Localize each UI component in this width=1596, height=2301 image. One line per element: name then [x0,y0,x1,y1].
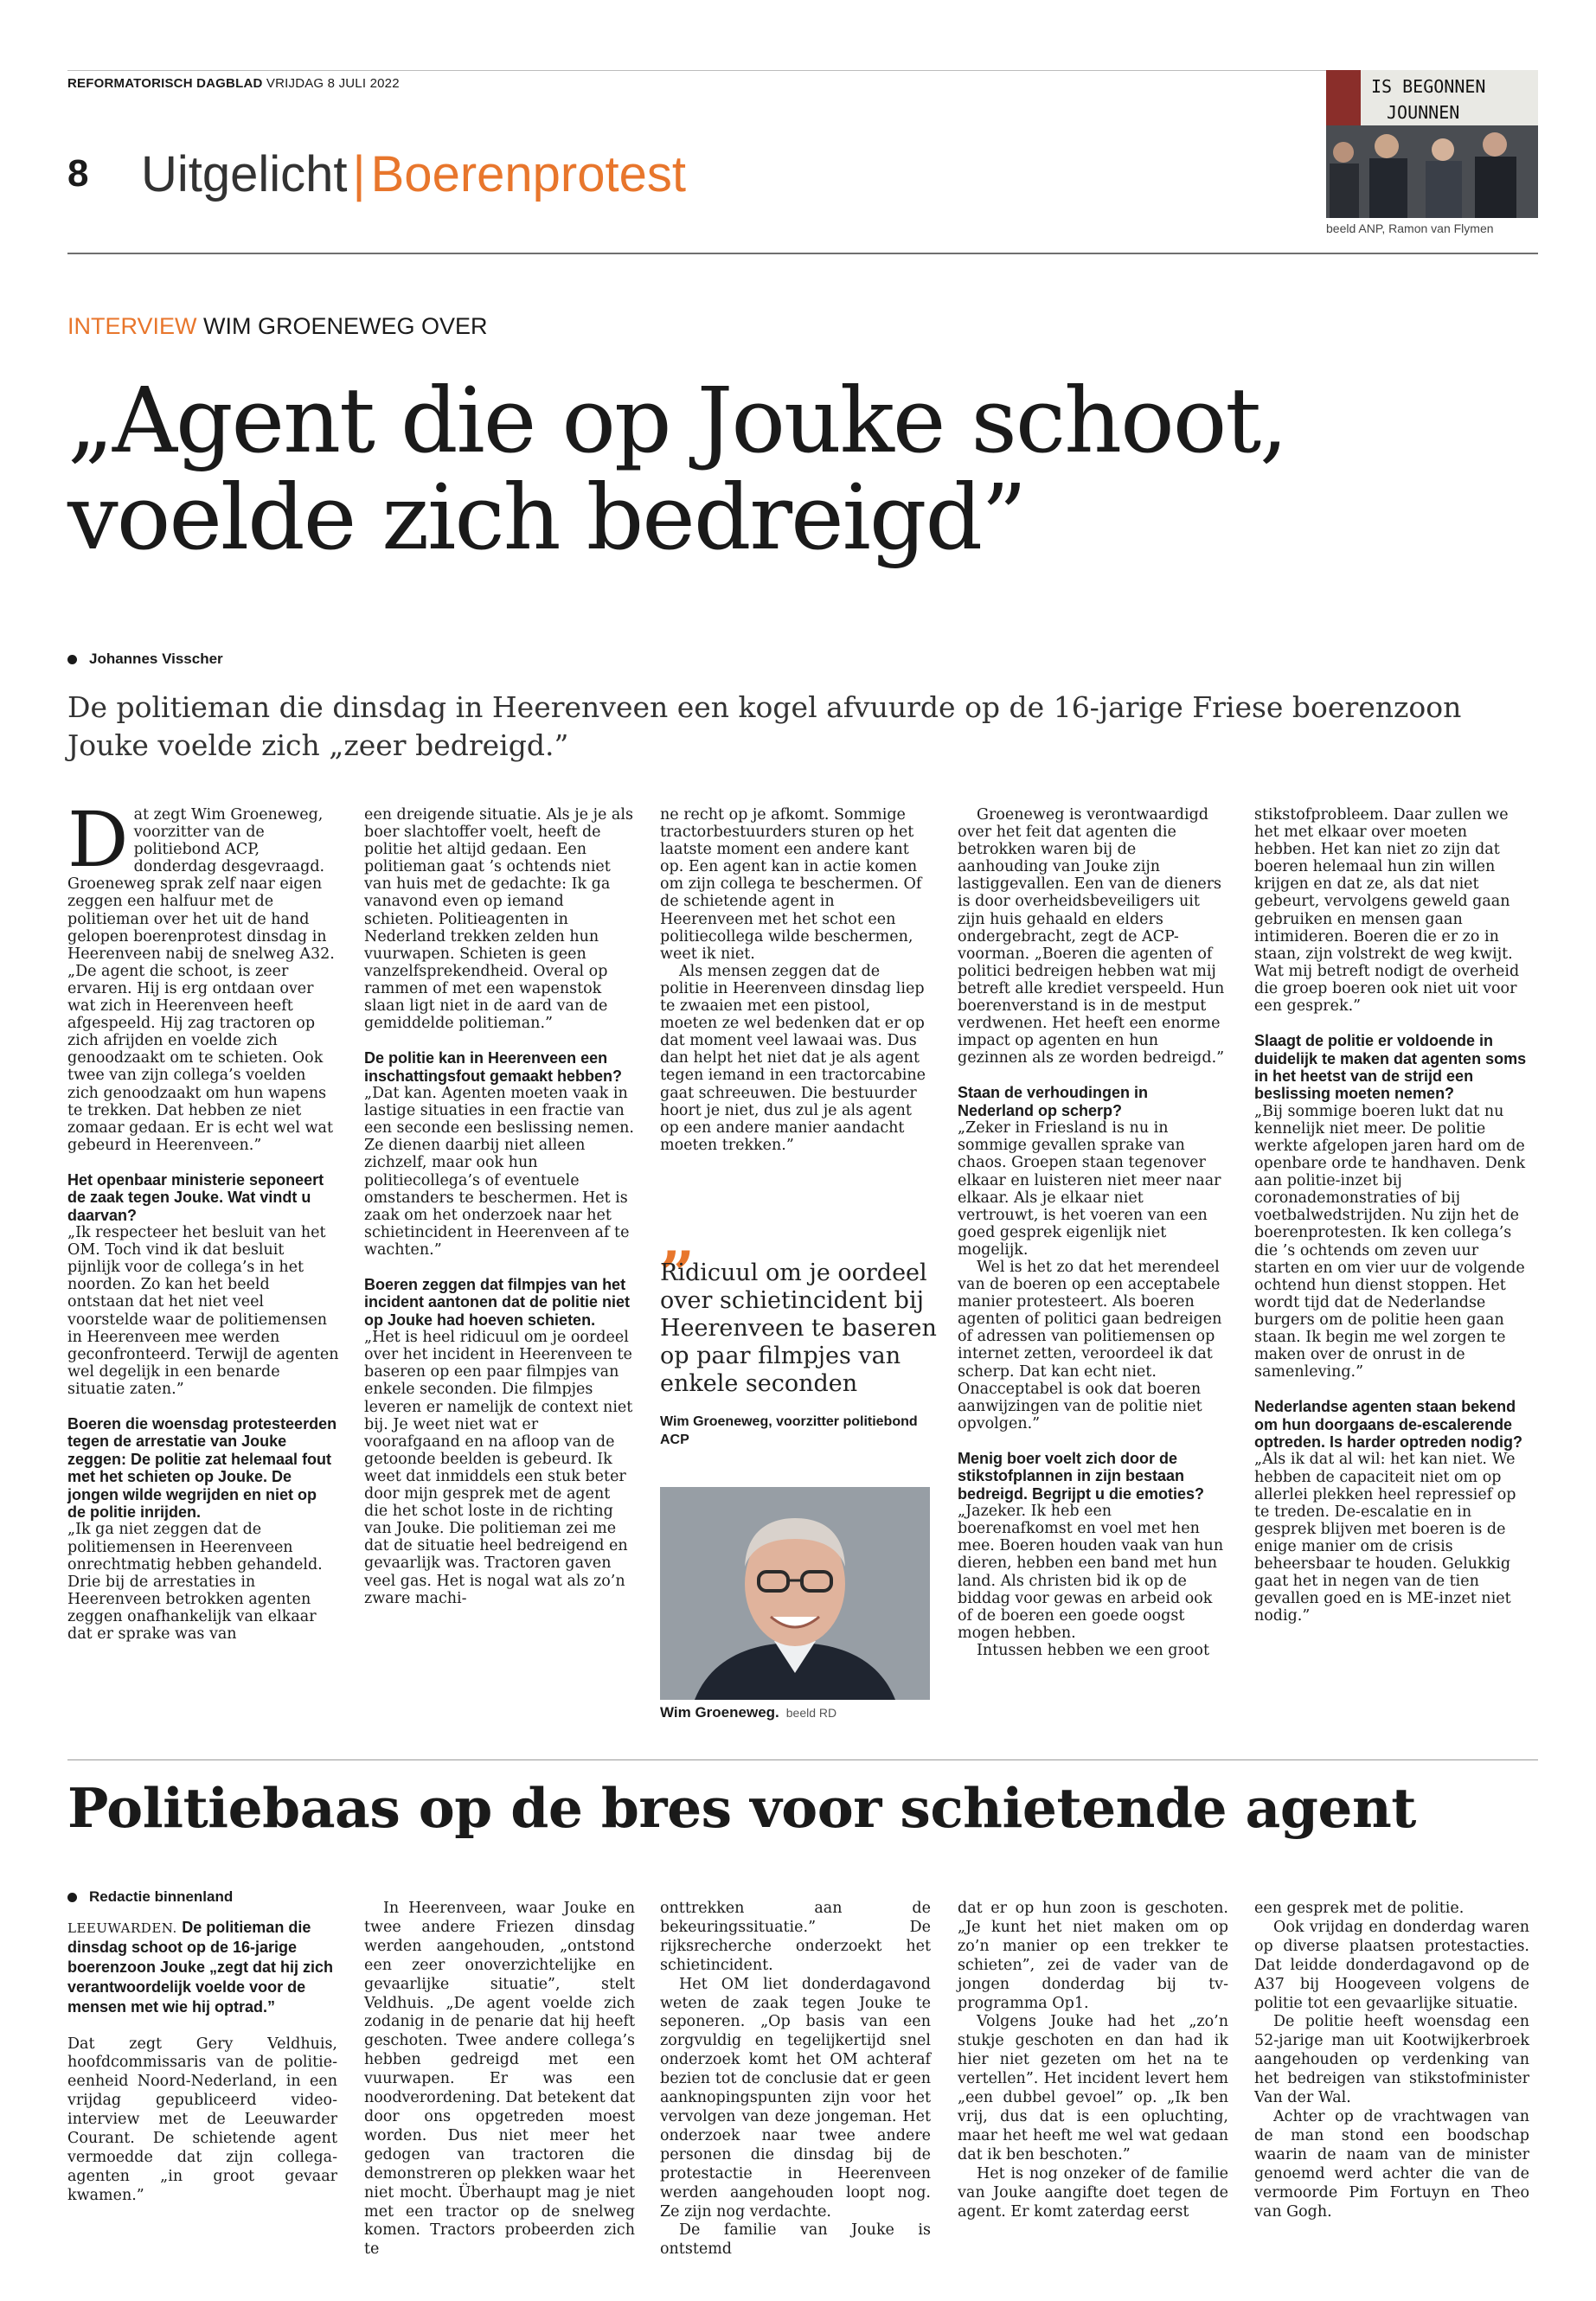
interview-question: Staan de verhoudingen in Nederland op scherp? [958,1084,1149,1119]
article-column-4 [958,806,1227,1659]
portrait-caption [660,1704,836,1721]
pull-quote-attribution: Wim Groeneweg, voorzitter politiebond ACP [660,1414,918,1447]
headline-line-1: „Agent die op Jouke schoot, [67,368,1287,473]
article-intro: De politieman die dinsdag in Heerenveen een kogel afvuurde op de 16-jarige Friese boerenzoon Jouke voelde zich „zeer bedreigd.” [67,690,1462,762]
interview-question: Menig boer voelt zich door de stikstofplannen in zijn bestaan bedreigd. Begrijpt u die emoties? [958,1449,1205,1503]
lead-text: De politieman die dinsdag schoot op de 16-jarige boerenzoon Jouke „zegt dat hij zich verantwoordelijk voelde voor de mensen met wie hij optrad.” [67,1919,334,2016]
article-headline [67,368,1538,570]
second-article-headline: Politiebaas op de bres voor schietende agent [67,1776,1416,1840]
article-divider [67,1759,1538,1760]
lead-paragraph [67,1919,337,2018]
article-column-1 [67,795,339,1644]
paragraph: ne recht op je afkomt. Sommige tractorbestuurders sturen op het laatste moment een andere kant op. Een agent kan in actie komen om zijn collega te beschermen. Of de schietende agent in Heerenveen met het schot een politiecollega wilde beschermen, weet ik niet. [660,806,922,963]
paragraph: Het is nog onzeker of de familie van Jouke aangifte doet tegen de agent. Er komt zaterdag eerst [958,2164,1228,2221]
byline [67,651,223,668]
portrait-photo [660,1487,930,1700]
top-rule [67,70,1538,71]
pull-quote: Ridicuul om je oordeel over schietincident bij Heerenveen te baseren op paar filmpjes van enkele seconden [660,1259,937,1397]
paragraph: „Zeker in Friesland is nu in sommige gevallen sprake van chaos. Groepen staan tegenover elkaar en luisteren niet meer naar elkaar. Als je elkaar niet vertrouwt, is het voeren van een goed gesprek eigenlijk niet mogelijk. [958,1119,1221,1259]
interview-question: De politie kan in Heerenveen een inschattingsfout gemaakt hebben? [364,1049,623,1085]
second-article-column-1 [67,1919,337,2206]
protest-photo [1326,70,1538,218]
paragraph: Achter op de vrachtwagen van de man stond een boodschap waarin de naam van de minister genoemd werd achter die van de vermoorde Pim Fortuyn en Theo van Gogh. [1254,2107,1529,2221]
paragraph: De politie heeft woensdag een 52-jarige man uit Kootwijkerbroek aangehouden op verdenking van het bedreigen van stikstofminister Van der Wal. [1254,2013,1529,2107]
byline-bullet-icon [67,655,77,664]
desk-name: Redactie binnenland [89,1888,234,1905]
paragraph: In Heerenveen, waar Jouke en twee andere Friezen dinsdag werden aangehouden, „ontstond een zeer onoverzichtelijke en gevaarlijke situatie”, stelt Veldhuis. „De agent voelde zich zodanig in de penarie dat hij heeft geschoten. Twee andere collega’s hebben gedreigd met een vuurwapen. Er was een noodverordening. Dat betekent dat door ons opgetreden moest worden. Dus niet meer het gedogen van tractoren die demonstreren op plekken waar het niet mocht. Überhaupt mag je niet met een tractor op de snelweg komen. Tractors probeerden zich te [364,1900,635,2259]
paragraph: dat er op hun zoon is geschoten. „Je kunt het niet maken om op zo’n manier op een trekker te schieten”, zei de vader van de jongen donderdag bij tv-programma Op1. [958,1900,1228,2012]
paragraph: Het OM liet donderdagavond weten de zaak tegen Jouke te seponeren. „Op basis van een zorgvuldig en tegelijkertijd snel onderzoek komt het OM achteraf bezien tot de conclusie dat er geen aanknopingspunten zijn voor het vervolgen van deze jongeman. Het onderzoek naar twee andere personen die dinsdag bij de protestactie in Heerenveen werden aangehouden loopt nog. Ze zijn nog verdachte. [660,1975,931,2221]
section-divider: | [352,146,366,202]
second-article-column-3 [660,1900,931,2259]
paragraph: Volgens Jouke had het „zo’n stukje geschoten en dan had ik hier niet gezeten om het na te vertellen”. Het incident levert hem „een dubbel gevoel” op. „Ik ben vrij, dus dat is een opluchting, maar het heeft me wel wat gedaan dat ik ben beschoten.” [958,2013,1228,2163]
section-title [141,145,686,203]
paragraph: Groeneweg is verontwaardigd over het feit dat agenten die betrokken waren bij de aanhouding van Jouke zijn lastiggevallen. Een van de dieners is door overheidsbeveiligers uit zijn huis gehaald en elders ondergebracht, zegt de ACP-voorman. „Boeren die agenten of politici bedreigen hebben wat mij betreft alle krediet verspeeld. Hun boerenverstand is in de mestput verdwenen. Het heeft een enorme impact op agenten en hun gezinnen als ze worden bedreigd.” [958,806,1225,1067]
paragraph: „Jazeker. Ik heb een boerenafkomst en voel met hen mee. Boeren houden vaak van hun dieren, hebben een band met hun land. Als christen bid ik op de biddag voor gewas en arbeid ook of de boeren een goede oogst mogen hebben. [958,1503,1224,1642]
kicker-subject: WIM GROENEWEG OVER [203,313,488,339]
interview-question: Boeren die woensdag protesteerden tegen de arrestatie van Jouke zeggen: De politie zat helemaal fout met het schieten op Jouke. De jongen wilde wegrijden en niet op de politie inrijden. [67,1415,337,1522]
dateline: LEEUWARDEN. [67,1920,177,1936]
second-article-column-5 [1254,1900,1529,2221]
kicker-label: INTERVIEW [67,313,197,339]
paragraph: „Ik ga niet zeggen dat de politiemensen in Heerenveen onrechtmatig hebben gehandeld. Drie bij de arrestaties in Heerenveen betrokken agenten zeggen onafhankelijk van elkaar dat er sprake was van [67,1521,323,1644]
article-column-3 [660,806,930,1154]
paragraph: „Als ik dat al wil: het kan niet. We hebben de capaciteit niet om op allerlei plekken heel repressief op te treden. De-escalatie en in gesprek blijven met boeren is de enige manier om de crisis beheersbaar te houden. Gelukkig gaat het in negen van de tien gevallen goed en is ME-inzet niet nodig.” [1254,1451,1516,1625]
paragraph: Dat zegt Gery Veldhuis, hoofdcommissaris van de politie-eenheid Noord-Nederland, in een vrijdag gepubliceerd video-interview met de Leeuwarder Courant. De schietende agent vermoedde dat zijn collega-agenten „in groot gevaar kwamen.” [67,2035,337,2204]
paragraph: „Het is heel ridicuul om je oordeel over het incident in Heerenveen te baseren op een paar filmpjes van enkele seconden. Die filmpjes leveren er namelijk de context niet bij. Je weet niet wat er voorafgaand en na afloop van de getoonde beelden is gebeurd. Ik weet dat inmiddels een stuk beter door mijn gesprek met de agent die het schot loste in de richting van Jouke. Die politieman zei me dat de situatie heel bedreigend en gevaarlijk was. Tractoren gaven veel gas. Het is nogal wat als zo’n zware machi- [364,1329,633,1607]
author-name: Johannes Visscher [89,651,223,667]
interview-question: Nederlandse agenten staan bekend om hun doorgaans de-escalerende optreden. Is harder optreden nodig? [1254,1398,1523,1452]
second-byline [67,1888,233,1906]
photo-credit: beeld ANP, Ramon van Flymen [1326,221,1494,235]
headline-line-2: voelde zich bedreigd” [67,465,1026,570]
quote-mark-icon: „ [660,1202,691,1275]
interview-question: Het openbaar ministerie seponeert de zaak tegen Jouke. Wat vindt u daarvan? [67,1170,324,1224]
interview-question: Slaagt de politie er voldoende in duidelijk te maken dat agenten soms in het heetst van de strijd een beslissing moeten nemen? [1254,1032,1527,1103]
paragraph: „Bij sommige boeren lukt dat nu kennelijk niet meer. De politie werkte afgelopen jaren hard om de openbare orde te handhaven. Denk aan politie-inzet bij coronademonstraties of bij voetbalwedstrijden. Nu zijn het de boerenprotesten. Ik ken collega’s die ’s ochtends om zeven uur starten en om vier uur de volgende ochtend hun dienst stoppen. Het wordt tijd dat de Nederlandse burgers om de politie heen gaan staan. Ik begin me wel zorgen te maken over de onrust in de samenleving.” [1254,1102,1526,1381]
banner-text-2: JOUNNEN [1387,102,1460,123]
byline-bullet-icon [67,1893,77,1902]
masthead [67,76,400,91]
paragraph [67,795,339,1154]
paragraph: Als mensen zeggen dat de politie in Heerenveen dinsdag liep te zwaaien met een pistool, moeten ze wel bedenken dat er op dat moment veel lawaai was. Dus dan helpt het niet dat je als agent tegen iemand in een tractorcabine gaat schreeuwen. Die bestuurder hoort je niet, dus zul je als agent op een andere manier aandacht moeten trekken.” [660,962,926,1154]
second-article-column-2 [364,1900,635,2259]
header-rule [67,253,1538,254]
paper-name: REFORMATORISCH DAGBLAD [67,76,263,91]
paragraph: een dreigende situatie. Als je je als boer slachtoffer voelt, heeft de politie het altijd gedaan. Een politieman gaat ’s ochtends niet van huis met de gedachte: Ik ga vanavond even op iemand schieten. Politieagenten in Nederland trekken zelden hun vuurwapen. Schieten is geen vanzelfsprekendheid. Overal op rammen of met een wapenstok slaan ligt niet in de aard van de gemiddelde politieman.” [364,806,633,1033]
paragraph: De familie van Jouke is ontstemd [660,2221,931,2259]
drop-cap: D [67,795,129,884]
caption-credit: beeld RD [785,1706,837,1720]
protest-photo-illustration [1326,70,1538,218]
paragraph: een gesprek met de politie. [1254,1900,1465,1917]
paragraph: stikstofprobleem. Daar zullen we het met elkaar over moeten hebben. Het kan niet zo zijn dat boeren helemaal hun zin willen krijgen en dat ze, als dat niet gebeurt, vervolgens geweld gaan gebruiken en mensen gaan intimideren. Boeren die er zo in staan, zijn volstrekt de weg kwijt. Wat mij betreft nodigt de overheid die groep boeren ook niet uit voor een gesprek.” [1254,806,1520,1016]
paragraph: Wel is het zo dat het merendeel van de boeren op een acceptabele manier protesteert. Als boeren agenten of politici gaan bedreigen of adressen van politiemensen op internet zetten, veroordeel ik dat scherp. Dat kan echt niet. Onacceptabel is ook dat boeren aanwijzingen van de politie niet opvolgen.” [958,1258,1222,1433]
paragraph: Ook vrijdag en donderdag waren op diverse plaatsen protestacties. Dat leidde donderdagavond op de A37 bij Hoogeveen volgens de politie tot een gevaarlijke situatie. [1254,1918,1529,2012]
second-article-column-4 [958,1900,1228,2221]
subsection-name: Boerenprotest [370,146,686,202]
article-column-5 [1254,806,1533,1625]
banner-text-1: IS BEGONNEN [1371,76,1486,97]
caption-text: Wim Groeneweg. [660,1704,779,1721]
paragraph: „Dat kan. Agenten moeten vaak in lastige situaties in een fractie van een seconde een beslissing nemen. Ze dienen daarbij niet alleen zichzelf, maar ook hun politiecollega’s of eventuele omstanders te beschermen. Het is zaak om het onderzoek naar het schietincident in Heerenveen af te wachten.” [364,1085,634,1259]
page-number: 8 [67,152,89,195]
paragraph: „Ik respecteer het besluit van het OM. Toch vind ik dat besluit pijnlijk voor de collega’s in het noorden. Zo kan het beeld ontstaan dat het niet veel voorstelde waar de politiemensen in Heerenveen mee werden geconfronteerd. Terwijl de agenten wel degelijk in een benarde situatie zaten.” [67,1224,339,1398]
issue-date: VRIJDAG 8 JULI 2022 [266,76,400,91]
paragraph-text: at zegt Wim Groeneweg, voorzitter van de politiebond ACP, donderdag desgevraagd. Groeneweg sprak zelf naar eigen zeggen een halfuur met de politieman over het uit de hand gelopen boerenprotest dinsdag in Heerenveen nabij de snelweg A32. „De agent die schoot, is zeer ervaren. Hij is erg ontdaan over wat zich in Heerenveen heeft afgespeeld. Hij zag tractoren op zich afrijden en voelde zich genoodzaakt om te schieten. Ook twee van zijn collega’s voelden zich genoodzaakt om hun wapens te trekken. Dat hebben ze niet zomaar gedaan. Er is echt wel wat gebeurd in Heerenveen.” [67,806,335,1154]
paragraph: Intussen hebben we een groot [977,1641,1209,1659]
section-name: Uitgelicht [141,146,348,202]
paragraph: onttrekken aan de bekeuringssituatie.” De rijksrecherche onderzoekt het schietincident. [660,1900,931,1974]
kicker [67,313,488,340]
article-column-2 [364,806,636,1607]
interview-question: Boeren zeggen dat filmpjes van het incident aantonen dat de politie niet op Jouke had hoeven schieten. [364,1275,631,1329]
portrait-illustration [660,1487,930,1700]
